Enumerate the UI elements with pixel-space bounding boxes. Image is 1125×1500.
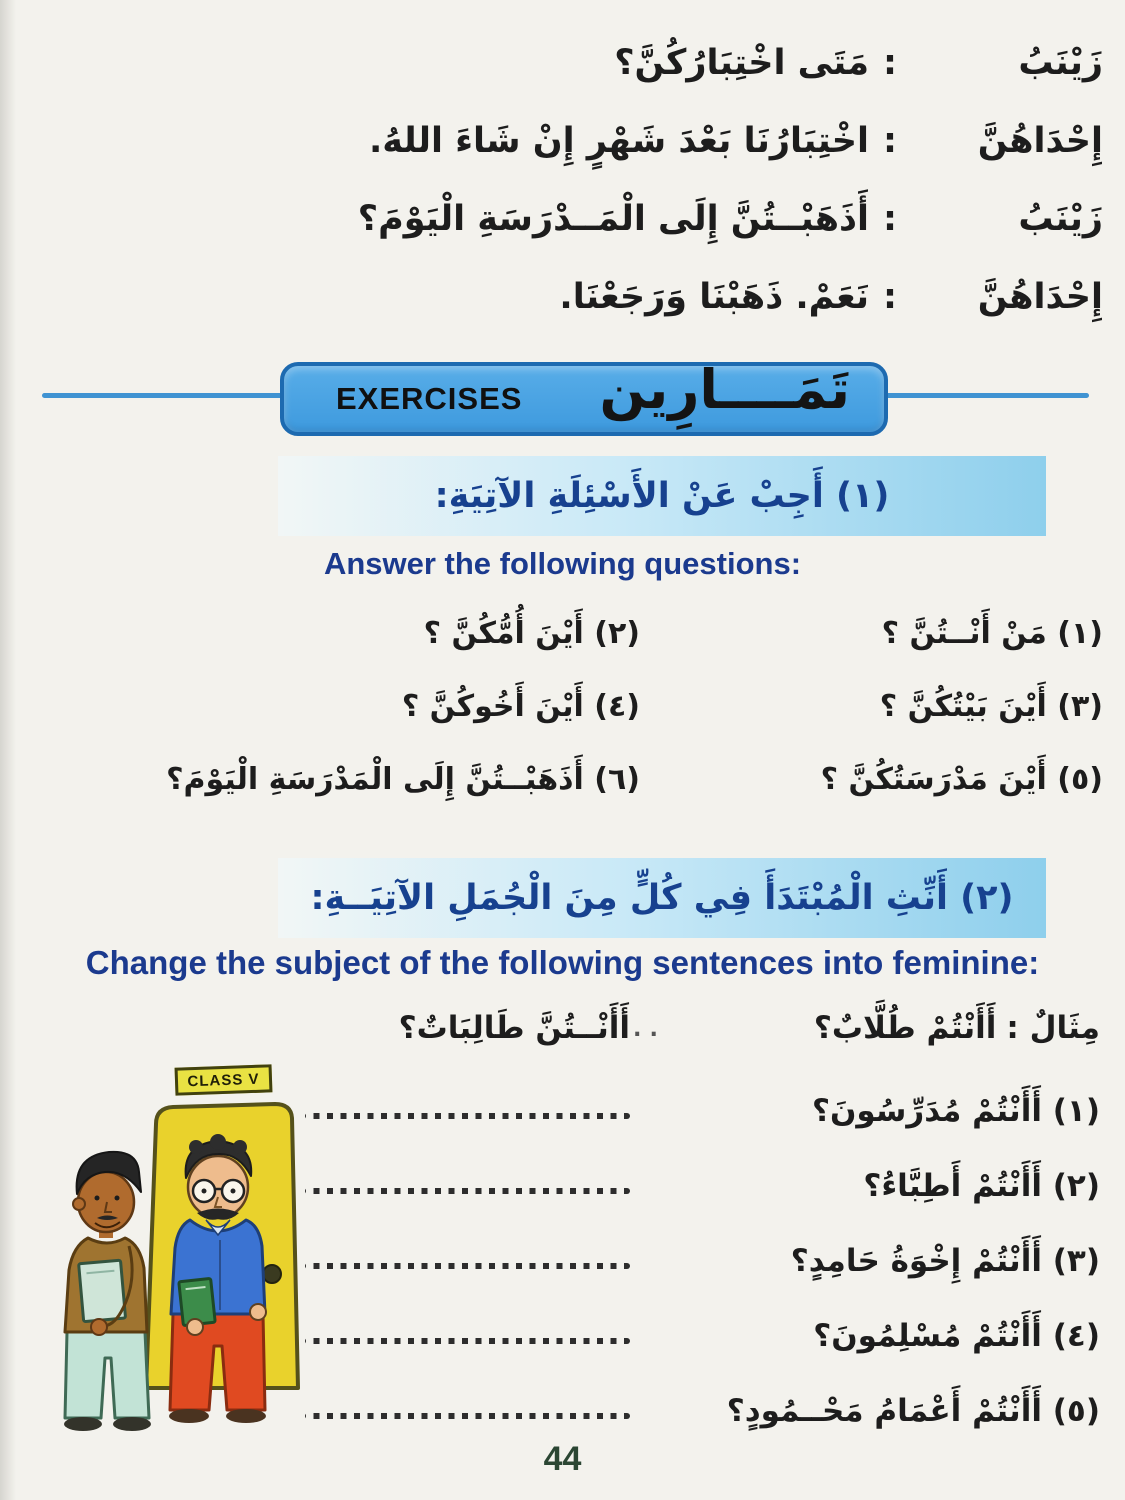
dialogue-line	[18, 24, 1103, 102]
answer-dotted-line	[305, 1413, 630, 1419]
question-item-2: (٢) أَيْنَ أُمُّكُنَّ ؟	[423, 616, 640, 651]
question-item-4: (٤) أَيْنَ أَخُوكُنَّ ؟	[401, 689, 640, 724]
question-item-1: (١) مَنْ أَنْــتُنَّ ؟	[881, 616, 1103, 651]
example-question-wrap	[782, 1010, 1100, 1046]
answer-dotted-line	[305, 1188, 630, 1194]
classroom-door-scene	[25, 1050, 335, 1445]
dialogue-speaker: إِحْدَاهُنَّ	[977, 277, 1103, 317]
exercise2-item	[305, 1298, 1100, 1373]
dialogue-text: نَعَمْ. ذَهَبْنَا وَرَجَعْنَا.	[559, 277, 869, 317]
dialogue-line	[18, 102, 1103, 180]
dialogue-colon: :	[883, 43, 897, 83]
man-with-book	[64, 1152, 151, 1431]
dialogue-speaker: زَيْنَبُ	[1018, 43, 1103, 83]
exercise2-example	[310, 1000, 1100, 1056]
question-item-3: (٣) أَيْنَ بَيْتُكُنَّ ؟	[879, 689, 1103, 724]
dialogue-speaker: زَيْنَبُ	[1018, 199, 1103, 239]
item-text-5: (٥) أَأَنْتُمْ أَعْمَامُ مَحْــمُودٍ؟	[726, 1392, 1100, 1429]
item-text-3: (٣) أَأَنْتُمْ إِخْوَةُ حَامِدٍ؟	[790, 1242, 1100, 1279]
class-sign: CLASS V	[175, 1064, 273, 1095]
page-number: 44	[543, 1440, 582, 1478]
dialogue-text: أَذَهَبْــتُنَّ إِلَى الْمَــدْرَسَةِ الْيَوْمَ؟	[357, 199, 869, 239]
exercise2-title-band	[278, 858, 1046, 938]
teal-notebook	[79, 1260, 126, 1321]
exercise1-questions	[166, 597, 1103, 816]
exercise2-title-english: Change the subject of the following sentences into feminine:	[85, 944, 1040, 981]
exercise2-title-arabic: (٢) أَنِّثِ الْمُبْتَدَأَ فِي كُلٍّ مِنَ الْجُمَلِ الآتِيَــةِ:	[310, 878, 1014, 918]
exercise2-items	[305, 1073, 1100, 1448]
exercise1-title-english: Answer the following questions:	[323, 546, 802, 581]
exercise1-title-arabic: (١) أَجِبْ عَنْ الأَسْئِلَةِ الآتِيَةِ:	[434, 476, 890, 516]
answer-dotted-line	[305, 1263, 630, 1269]
exercise2-item	[305, 1373, 1100, 1448]
dialogue-line	[18, 180, 1103, 258]
example-question: أَأَنْتُمْ طُلَّابٌ؟	[813, 1010, 997, 1046]
exercises-banner-row	[0, 358, 1125, 434]
dialogue-colon: :	[883, 277, 897, 317]
dialogue-colon: :	[883, 121, 897, 161]
exercise1-title-band	[278, 456, 1046, 536]
door-knob	[263, 1265, 281, 1283]
exercise2-item	[305, 1073, 1100, 1148]
example-separator-dots: ..	[630, 1014, 663, 1042]
exercises-label-ar: تَمَــــارِين	[599, 358, 850, 421]
question-item-6: (٦) أَذَهَبْــتُنَّ إِلَى الْمَدْرَسَةِ الْيَوْمَ؟	[166, 762, 640, 797]
exercise2-item	[305, 1223, 1100, 1298]
exercises-label-en: EXERCISES	[336, 381, 523, 416]
dialogue-text: اخْتِبَارُنَا بَعْدَ شَهْرٍ إِنْ شَاءَ اللهُ.	[369, 121, 869, 161]
dialogue-section	[18, 24, 1103, 336]
answer-dotted-line	[305, 1338, 630, 1344]
dialogue-text: مَتَى اخْتِبَارُكُنَّ؟	[614, 43, 869, 83]
exercise2-item	[305, 1148, 1100, 1223]
dialogue-line	[18, 258, 1103, 336]
answer-dotted-line	[305, 1113, 630, 1119]
example-label: مِثَالٌ :	[1006, 1010, 1100, 1046]
question-item-5: (٥) أَيْنَ مَدْرَسَتُكُنَّ ؟	[820, 762, 1103, 797]
dialogue-speaker: إِحْدَاهُنَّ	[977, 121, 1103, 161]
item-text-2: (٢) أَأَنْتُمْ أَطِبَّاءُ؟	[863, 1167, 1100, 1204]
item-text-1: (١) أَأَنْتُمْ مُدَرِّسُونَ؟	[811, 1092, 1100, 1129]
item-text-4: (٤) أَأَنْتُمْ مُسْلِمُونَ؟	[813, 1317, 1100, 1354]
classroom-illustration	[25, 1050, 335, 1445]
exercises-banner	[280, 358, 888, 436]
dialogue-colon: :	[883, 199, 897, 239]
example-answer: أَأَنْــتُنَّ طَالِبَاتٌ؟	[398, 1010, 630, 1046]
